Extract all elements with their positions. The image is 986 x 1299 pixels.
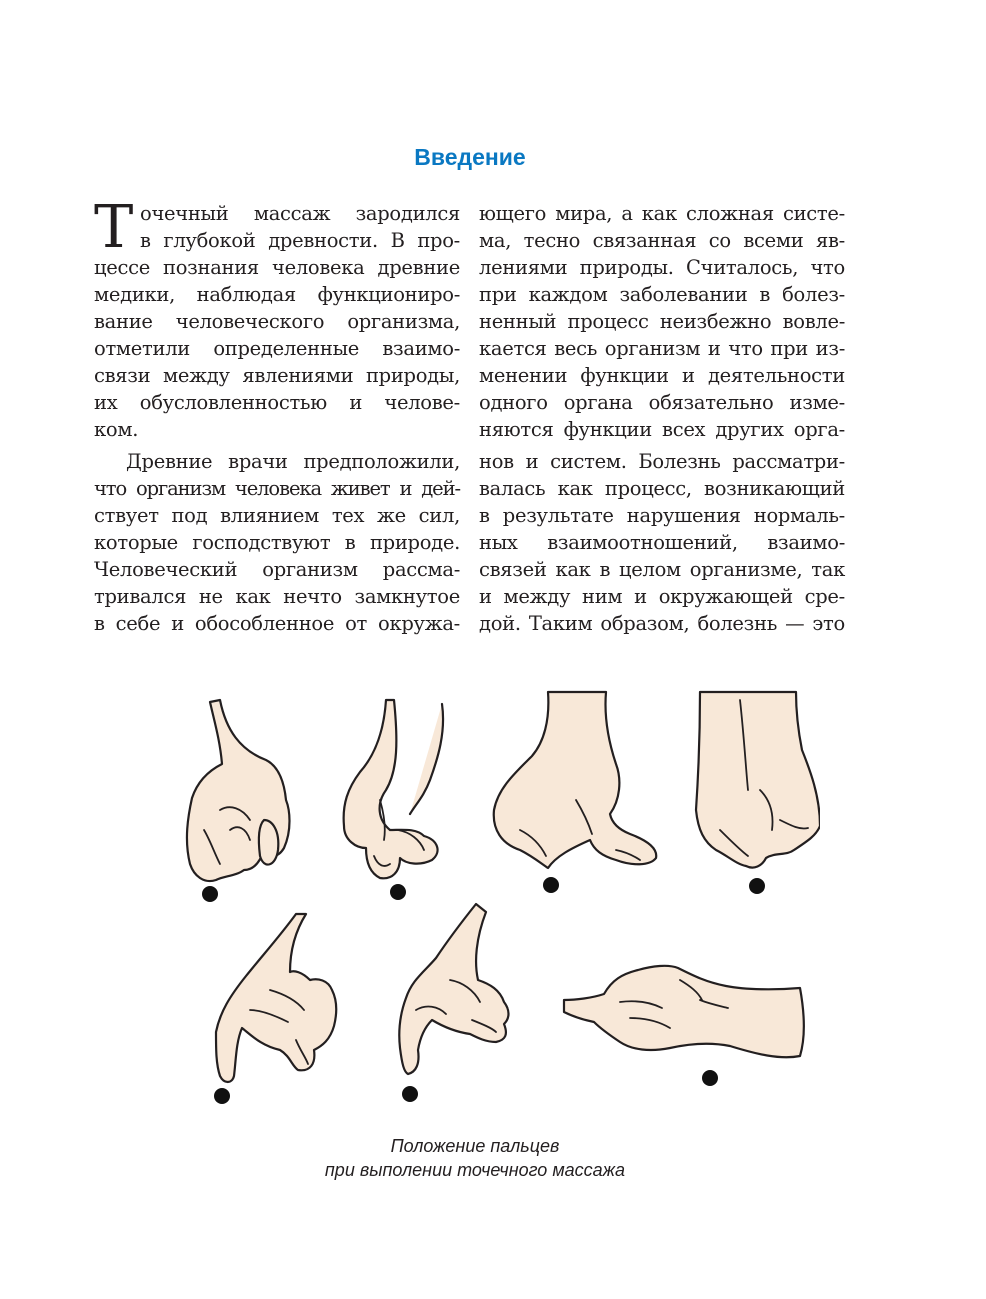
word: человека [271, 256, 365, 279]
text-line [479, 254, 845, 281]
word: глубокой [163, 229, 256, 252]
text-line [94, 416, 460, 443]
word: орга- [793, 418, 845, 441]
word: связей [479, 558, 547, 581]
word: ком. [94, 418, 139, 441]
word: при [770, 337, 808, 360]
word: и [479, 585, 492, 608]
word: и [682, 364, 695, 387]
pressure-point [402, 1086, 418, 1102]
text-line [479, 335, 845, 362]
word: яв- [815, 229, 845, 252]
hand-thumb-press-icon [344, 700, 443, 900]
caption-line-2: при выполении точечного массажа [324, 1160, 626, 1180]
word: организма, [347, 310, 460, 333]
word: Считалось, [686, 256, 799, 279]
word: предположили, [303, 450, 460, 473]
text-line [94, 362, 460, 389]
word: которые [94, 531, 178, 554]
word: тривался [94, 585, 187, 608]
word: природы, [365, 364, 460, 387]
word: каждом [528, 283, 608, 306]
word: живет [330, 477, 390, 500]
figure-caption [0, 1134, 950, 1182]
word: рассма- [382, 558, 460, 581]
word: возникающий [704, 477, 845, 500]
pressure-point [749, 878, 765, 894]
word: ных [479, 531, 518, 554]
text-line [479, 529, 845, 556]
word: сре- [804, 585, 845, 608]
word: функции [563, 418, 652, 441]
text-line [479, 389, 845, 416]
word: кается [479, 337, 547, 360]
word: тесно [523, 229, 581, 252]
word: очечный [140, 202, 229, 225]
word: систе- [782, 202, 845, 225]
word: ствует [94, 504, 159, 527]
text-line [94, 610, 460, 637]
word: как [555, 558, 591, 581]
word: окружа- [378, 612, 460, 635]
text-line [94, 227, 460, 254]
word: отметили [94, 337, 191, 360]
word: как [557, 477, 593, 500]
word: всех [662, 418, 706, 441]
word: в [599, 558, 611, 581]
word: организм [135, 477, 226, 500]
word: из- [815, 337, 845, 360]
word: валась [479, 477, 546, 500]
text-column-left [94, 192, 460, 637]
word: и [349, 391, 363, 414]
text-line [94, 389, 460, 416]
word: и [707, 337, 721, 360]
hand-index-press-icon [214, 914, 336, 1104]
word: врачи [228, 450, 288, 473]
word: других [715, 418, 784, 441]
pressure-point [214, 1088, 230, 1104]
word: а [621, 202, 633, 225]
text-line [94, 583, 460, 610]
word: влиянием [220, 504, 320, 527]
text-line [479, 200, 845, 227]
word: функции [580, 364, 669, 387]
word: сложная [686, 202, 774, 225]
word: Таким [528, 612, 593, 635]
word: заболевании [619, 283, 748, 306]
text-line [94, 448, 460, 475]
word: природы. [579, 256, 674, 279]
word: ма, [479, 229, 512, 252]
word: челове- [384, 391, 460, 414]
word: систем. [550, 450, 627, 473]
word: под [171, 504, 208, 527]
word: и [634, 585, 647, 608]
caption-line-1: Положение пальцев [390, 1136, 560, 1156]
text-line [479, 227, 845, 254]
word: ним [582, 585, 623, 608]
text-line [479, 416, 845, 443]
page-title: Введение [414, 144, 526, 170]
text-line [479, 502, 845, 529]
word: функциониро- [317, 283, 460, 306]
word: природе. [369, 531, 460, 554]
word: взаимоотношений, [547, 531, 738, 554]
text-line [94, 475, 460, 502]
word: обособленное [194, 612, 335, 635]
word: ненный [479, 310, 557, 333]
word: медики, [94, 283, 175, 306]
word: как [235, 585, 271, 608]
word: окружающей [658, 585, 793, 608]
text-line [479, 610, 845, 637]
word: обусловленностью [139, 391, 327, 414]
word: и [525, 450, 539, 473]
word: в [140, 229, 151, 252]
word: тех [331, 504, 365, 527]
word: изме- [789, 391, 845, 414]
word: в [344, 531, 356, 554]
word: органа [563, 391, 633, 414]
text-line [94, 254, 460, 281]
word: одного [479, 391, 548, 414]
text-line [94, 335, 460, 362]
text-line [479, 475, 845, 502]
word: в [94, 612, 105, 635]
word: про- [417, 229, 460, 252]
word: взаимо- [767, 531, 845, 554]
word: Болезнь [638, 450, 721, 473]
word: и [399, 477, 412, 500]
pressure-point [390, 884, 406, 900]
word: от [345, 612, 368, 635]
word: В [390, 229, 405, 252]
word: весь [554, 337, 598, 360]
hand-fingertips-together-icon [696, 692, 820, 894]
word: болез- [782, 283, 845, 306]
word: ющего [479, 202, 547, 225]
word: себе [115, 612, 161, 635]
word: при [479, 283, 517, 306]
word: же [377, 504, 406, 527]
word: нарушения [626, 504, 741, 527]
word: лениями [479, 256, 568, 279]
text-line [94, 529, 460, 556]
word: менении [479, 364, 568, 387]
word: их [94, 391, 118, 414]
word: господствуют [192, 531, 331, 554]
word: организм [604, 337, 701, 360]
word: Человеческий [94, 558, 238, 581]
hand-knuckle-press-icon [494, 692, 656, 893]
text-line [94, 556, 460, 583]
word: сил, [418, 504, 460, 527]
word: так [811, 558, 845, 581]
word: дей- [421, 477, 460, 500]
word: нов [479, 450, 514, 473]
word: явлениями [242, 364, 354, 387]
word: зародился [355, 202, 460, 225]
pressure-point [702, 1070, 718, 1086]
text-line [94, 281, 460, 308]
hand-flat-pinch-icon [564, 966, 804, 1086]
text-line [479, 281, 845, 308]
word: древности. [268, 229, 378, 252]
text-line [479, 362, 845, 389]
word: связанная [592, 229, 697, 252]
word: образом, [600, 612, 690, 635]
text-line [479, 308, 845, 335]
pressure-point [202, 886, 218, 902]
word: результате [502, 504, 614, 527]
word: что [94, 477, 127, 500]
word: рассматри- [732, 450, 845, 473]
text-line [94, 502, 460, 529]
word: болезнь [697, 612, 778, 635]
word: процесс [567, 310, 649, 333]
word: неизбежно [659, 310, 772, 333]
text-line [479, 583, 845, 610]
word: деятельности [707, 364, 845, 387]
word: познания [163, 256, 259, 279]
word: нечто [283, 585, 342, 608]
word: — [785, 612, 805, 635]
word: между [503, 585, 571, 608]
word: организме, [689, 558, 803, 581]
word: замкнутое [354, 585, 460, 608]
word: вовле- [782, 310, 845, 333]
word: в [759, 283, 771, 306]
word: няются [479, 418, 554, 441]
word: со [708, 229, 731, 252]
word: это [812, 612, 845, 635]
word: что [810, 256, 845, 279]
word: целом [619, 558, 681, 581]
word: организм [262, 558, 358, 581]
word: не [198, 585, 223, 608]
hand-index-middle-press-icon [399, 904, 508, 1102]
word: вание [94, 310, 153, 333]
word: взаимо- [382, 337, 460, 360]
word: цессе [94, 256, 150, 279]
word: процесс, [604, 477, 692, 500]
pressure-point [543, 877, 559, 893]
word: древние [377, 256, 460, 279]
text-line [94, 308, 460, 335]
text-line [479, 556, 845, 583]
word: дой. [479, 612, 521, 635]
word: Древние [126, 450, 213, 473]
word: обязательно [648, 391, 774, 414]
word: что [728, 337, 763, 360]
word: связи [94, 364, 151, 387]
text-column-right [479, 200, 845, 637]
word: между [163, 364, 230, 387]
word: нормаль- [753, 504, 845, 527]
text-line [94, 200, 460, 227]
word: мира, [555, 202, 613, 225]
text-line [479, 448, 845, 475]
word: всеми [743, 229, 804, 252]
word: как [641, 202, 677, 225]
word: в [479, 504, 490, 527]
word: и [171, 612, 184, 635]
word: массаж [253, 202, 331, 225]
word: человеческого [175, 310, 325, 333]
word: наблюдая [196, 283, 296, 306]
hand-pinch-1-icon [187, 700, 290, 902]
word: определенные [213, 337, 360, 360]
word: человека [234, 477, 321, 500]
hand-positions-illustration [180, 680, 820, 1120]
drop-cap: Т [94, 192, 134, 261]
